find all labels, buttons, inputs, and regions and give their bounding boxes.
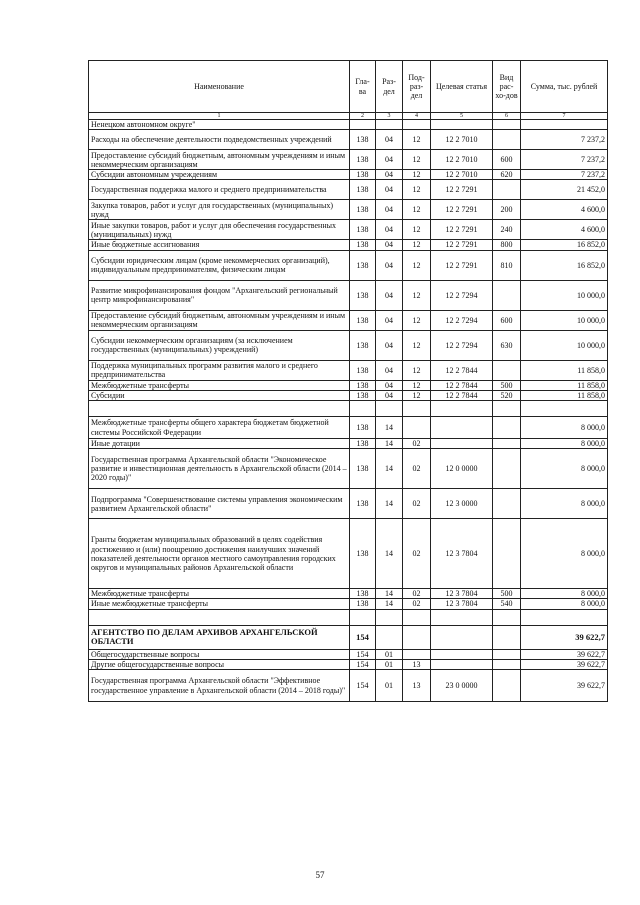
expense-type-cell	[493, 659, 521, 669]
name-cell: Поддержка муниципальных программ развития малого и среднего предпринимательства	[89, 360, 350, 380]
subsection-cell: 12	[403, 130, 431, 150]
section-cell: 14	[376, 589, 403, 599]
expense-type-cell: 520	[493, 390, 521, 400]
section-cell: 04	[376, 200, 403, 220]
chapter-cell: 138	[350, 589, 376, 599]
name-cell: Иные дотации	[89, 439, 350, 449]
subsection-cell: 12	[403, 170, 431, 180]
name-cell: Межбюджетные трансферты	[89, 380, 350, 390]
amount-cell: 11 858,0	[521, 390, 608, 400]
chapter-cell: 138	[350, 150, 376, 170]
target-article-cell: 12 2 7291	[431, 250, 493, 280]
table-row	[89, 519, 608, 589]
expense-type-cell	[493, 360, 521, 380]
col-header-expense-type: Вид рас-хо-дов	[493, 61, 521, 113]
section-cell: 01	[376, 659, 403, 669]
subsection-cell: 12	[403, 360, 431, 380]
table-row	[89, 220, 608, 240]
subsection-cell: 12	[403, 240, 431, 250]
section-cell	[376, 120, 403, 130]
section-cell	[376, 625, 403, 649]
target-article-cell	[431, 609, 493, 625]
target-article-cell: 12 2 7010	[431, 150, 493, 170]
target-article-cell	[431, 659, 493, 669]
expense-type-cell: 800	[493, 240, 521, 250]
page-number: 57	[315, 870, 325, 880]
target-article-cell: 12 3 7804	[431, 599, 493, 609]
section-cell: 14	[376, 599, 403, 609]
target-article-cell: 12 2 7844	[431, 380, 493, 390]
expense-type-cell: 500	[493, 380, 521, 390]
subsection-cell	[403, 401, 431, 417]
amount-cell: 10 000,0	[521, 330, 608, 360]
amount-cell: 39 622,7	[521, 659, 608, 669]
col-index: 3	[376, 113, 403, 120]
table-row	[89, 439, 608, 449]
section-cell	[376, 401, 403, 417]
header-row	[89, 61, 608, 113]
name-cell: Государственная программа Архангельской области "Экономическое развитие и инвестиционная деятельность в Архангельской области (2014 – 2020 годы)"	[89, 449, 350, 489]
target-article-cell: 12 2 7844	[431, 360, 493, 380]
section-cell: 14	[376, 519, 403, 589]
table-row	[89, 380, 608, 390]
subsection-cell: 12	[403, 380, 431, 390]
name-cell: Межбюджетные трансферты	[89, 589, 350, 599]
section-cell: 04	[376, 220, 403, 240]
expense-type-cell	[493, 439, 521, 449]
table-row	[89, 120, 608, 130]
name-cell: Иные бюджетные ассигнования	[89, 240, 350, 250]
subsection-cell: 12	[403, 310, 431, 330]
amount-cell	[521, 120, 608, 130]
chapter-cell: 154	[350, 659, 376, 669]
subsection-cell: 02	[403, 599, 431, 609]
section-cell: 01	[376, 670, 403, 702]
expense-type-cell: 600	[493, 310, 521, 330]
col-index: 7	[521, 113, 608, 120]
chapter-cell: 138	[350, 599, 376, 609]
chapter-cell: 138	[350, 280, 376, 310]
expense-type-cell	[493, 670, 521, 702]
chapter-cell: 138	[350, 360, 376, 380]
budget-table	[88, 60, 608, 702]
table-row	[89, 330, 608, 360]
amount-cell: 8 000,0	[521, 439, 608, 449]
chapter-cell: 138	[350, 180, 376, 200]
col-header-section: Раз-дел	[376, 61, 403, 113]
name-cell: Другие общегосударственные вопросы	[89, 659, 350, 669]
expense-type-cell: 600	[493, 150, 521, 170]
chapter-cell: 138	[350, 489, 376, 519]
amount-cell: 39 622,7	[521, 625, 608, 649]
section-cell: 04	[376, 310, 403, 330]
subsection-cell	[403, 609, 431, 625]
table-row	[89, 599, 608, 609]
amount-cell: 8 000,0	[521, 489, 608, 519]
chapter-cell: 138	[350, 390, 376, 400]
subsection-cell: 12	[403, 330, 431, 360]
table-row	[89, 280, 608, 310]
expense-type-cell: 620	[493, 170, 521, 180]
section-cell: 04	[376, 180, 403, 200]
section-cell: 14	[376, 489, 403, 519]
amount-cell: 16 852,0	[521, 240, 608, 250]
table-row	[89, 625, 608, 649]
subsection-cell	[403, 649, 431, 659]
section-cell: 04	[376, 150, 403, 170]
name-cell: Межбюджетные трансферты общего характера бюджетам бюджетной системы Российской Федерации	[89, 417, 350, 439]
name-cell: Субсидии автономным учреждениям	[89, 170, 350, 180]
amount-cell: 10 000,0	[521, 310, 608, 330]
expense-type-cell	[493, 489, 521, 519]
table-row	[89, 609, 608, 625]
table-row	[89, 489, 608, 519]
table-row	[89, 150, 608, 170]
amount-cell: 10 000,0	[521, 280, 608, 310]
amount-cell: 11 858,0	[521, 380, 608, 390]
amount-cell: 39 622,7	[521, 670, 608, 702]
target-article-cell: 12 3 7804	[431, 519, 493, 589]
target-article-cell	[431, 417, 493, 439]
target-article-cell: 23 0 0000	[431, 670, 493, 702]
name-cell: Развитие микрофинансирования фондом "Архангельский региональный центр микрофинансирования"	[89, 280, 350, 310]
name-cell: Расходы на обеспечение деятельности подведомственных учреждений	[89, 130, 350, 150]
chapter-cell: 154	[350, 670, 376, 702]
table-row	[89, 360, 608, 380]
table-row	[89, 449, 608, 489]
target-article-cell: 12 2 7294	[431, 310, 493, 330]
table-row	[89, 390, 608, 400]
name-cell: Предоставление субсидий бюджетным, автономным учреждениям и иным некоммерческим организациям	[89, 150, 350, 170]
chapter-cell: 138	[350, 380, 376, 390]
subsection-cell: 02	[403, 439, 431, 449]
subsection-cell	[403, 417, 431, 439]
expense-type-cell: 200	[493, 200, 521, 220]
section-cell: 04	[376, 240, 403, 250]
name-cell: Предоставление субсидий бюджетным, автономным учреждениям и иным некоммерческим организациям	[89, 310, 350, 330]
expense-type-cell	[493, 180, 521, 200]
expense-type-cell	[493, 401, 521, 417]
amount-cell: 8 000,0	[521, 417, 608, 439]
section-cell: 14	[376, 417, 403, 439]
table-row	[89, 310, 608, 330]
expense-type-cell: 810	[493, 250, 521, 280]
table-row	[89, 240, 608, 250]
chapter-cell: 138	[350, 220, 376, 240]
name-cell: Субсидии юридическим лицам (кроме некоммерческих организаций), индивидуальным предпринимателям, физическим лицам	[89, 250, 350, 280]
col-header-chapter: Гла-ва	[350, 61, 376, 113]
target-article-cell	[431, 439, 493, 449]
section-cell: 14	[376, 439, 403, 449]
section-cell: 04	[376, 280, 403, 310]
table-row	[89, 130, 608, 150]
amount-cell: 8 000,0	[521, 449, 608, 489]
target-article-cell: 12 3 0000	[431, 489, 493, 519]
target-article-cell	[431, 120, 493, 130]
target-article-cell: 12 2 7291	[431, 220, 493, 240]
table-row	[89, 649, 608, 659]
col-header-target-article: Целевая статья	[431, 61, 493, 113]
table-row	[89, 401, 608, 417]
subsection-cell: 02	[403, 589, 431, 599]
section-cell: 04	[376, 390, 403, 400]
name-cell	[89, 609, 350, 625]
expense-type-cell	[493, 280, 521, 310]
subsection-cell	[403, 625, 431, 649]
expense-type-cell	[493, 609, 521, 625]
chapter-cell: 154	[350, 625, 376, 649]
table-row	[89, 180, 608, 200]
section-cell: 04	[376, 330, 403, 360]
chapter-cell: 138	[350, 439, 376, 449]
col-index: 1	[89, 113, 350, 120]
col-header-name: Наименование	[89, 61, 350, 113]
subsection-cell: 12	[403, 200, 431, 220]
table-row	[89, 170, 608, 180]
expense-type-cell	[493, 417, 521, 439]
table-row	[89, 417, 608, 439]
target-article-cell: 12 2 7294	[431, 330, 493, 360]
name-cell: Гранты бюджетам муниципальных образований в целях содействия достижению и (или) поощрению достижения наилучших значений показателей деятельности органов местного самоуправления городских округов и муниципальных районов Архангельской области	[89, 519, 350, 589]
expense-type-cell: 500	[493, 589, 521, 599]
col-index: 2	[350, 113, 376, 120]
section-cell: 04	[376, 360, 403, 380]
target-article-cell: 12 0 0000	[431, 449, 493, 489]
name-cell: Подпрограмма "Совершенствование системы управления экономическим развитием Архангельской области"	[89, 489, 350, 519]
table-row	[89, 589, 608, 599]
name-cell: Общегосударственные вопросы	[89, 649, 350, 659]
chapter-cell: 138	[350, 417, 376, 439]
expense-type-cell	[493, 649, 521, 659]
column-index-row	[89, 113, 608, 120]
amount-cell: 7 237,2	[521, 130, 608, 150]
subsection-cell: 12	[403, 250, 431, 280]
col-index: 5	[431, 113, 493, 120]
chapter-cell: 138	[350, 170, 376, 180]
section-cell: 04	[376, 250, 403, 280]
chapter-cell	[350, 120, 376, 130]
target-article-cell: 12 2 7291	[431, 240, 493, 250]
amount-cell	[521, 401, 608, 417]
section-cell: 04	[376, 130, 403, 150]
amount-cell: 7 237,2	[521, 150, 608, 170]
target-article-cell: 12 2 7294	[431, 280, 493, 310]
amount-cell: 7 237,2	[521, 170, 608, 180]
amount-cell: 8 000,0	[521, 519, 608, 589]
section-cell: 14	[376, 449, 403, 489]
name-cell: Ненецком автономном округе"	[89, 120, 350, 130]
target-article-cell: 12 3 7804	[431, 589, 493, 599]
chapter-cell: 138	[350, 250, 376, 280]
target-article-cell	[431, 649, 493, 659]
table-row	[89, 659, 608, 669]
col-index: 4	[403, 113, 431, 120]
section-cell: 04	[376, 170, 403, 180]
target-article-cell	[431, 625, 493, 649]
amount-cell: 4 600,0	[521, 220, 608, 240]
amount-cell: 11 858,0	[521, 360, 608, 380]
chapter-cell: 154	[350, 649, 376, 659]
amount-cell: 21 452,0	[521, 180, 608, 200]
expense-type-cell: 540	[493, 599, 521, 609]
amount-cell	[521, 609, 608, 625]
target-article-cell: 12 2 7010	[431, 130, 493, 150]
table-row	[89, 250, 608, 280]
subsection-cell: 12	[403, 150, 431, 170]
amount-cell: 8 000,0	[521, 589, 608, 599]
chapter-cell: 138	[350, 200, 376, 220]
chapter-cell: 138	[350, 130, 376, 150]
subsection-cell: 12	[403, 280, 431, 310]
name-cell: Иные закупки товаров, работ и услуг для обеспечения государственных (муниципальных) нужд	[89, 220, 350, 240]
chapter-cell	[350, 609, 376, 625]
table-row	[89, 200, 608, 220]
amount-cell: 16 852,0	[521, 250, 608, 280]
chapter-cell: 138	[350, 519, 376, 589]
section-cell: 04	[376, 380, 403, 390]
expense-type-cell: 240	[493, 220, 521, 240]
chapter-cell: 138	[350, 330, 376, 360]
name-cell: Субсидии	[89, 390, 350, 400]
name-cell: Государственная поддержка малого и среднего предпринимательства	[89, 180, 350, 200]
section-cell	[376, 609, 403, 625]
subsection-cell	[403, 120, 431, 130]
chapter-cell	[350, 401, 376, 417]
subsection-cell: 02	[403, 449, 431, 489]
name-cell: Иные межбюджетные трансферты	[89, 599, 350, 609]
amount-cell: 39 622,7	[521, 649, 608, 659]
target-article-cell: 12 2 7291	[431, 180, 493, 200]
name-cell: Субсидии некоммерческим организациям (за исключением государственных (муниципальных) учреждений)	[89, 330, 350, 360]
chapter-cell: 138	[350, 449, 376, 489]
subsection-cell: 12	[403, 220, 431, 240]
chapter-cell: 138	[350, 240, 376, 250]
target-article-cell: 12 2 7291	[431, 200, 493, 220]
target-article-cell: 12 2 7010	[431, 170, 493, 180]
amount-cell: 8 000,0	[521, 599, 608, 609]
col-header-subsection: Под-раз-дел	[403, 61, 431, 113]
subsection-cell: 12	[403, 390, 431, 400]
target-article-cell	[431, 401, 493, 417]
expense-type-cell	[493, 449, 521, 489]
name-cell: Закупка товаров, работ и услуг для государственных (муниципальных) нужд	[89, 200, 350, 220]
col-index: 6	[493, 113, 521, 120]
table-body	[89, 120, 608, 702]
target-article-cell: 12 2 7844	[431, 390, 493, 400]
expense-type-cell	[493, 625, 521, 649]
name-cell	[89, 401, 350, 417]
expense-type-cell: 630	[493, 330, 521, 360]
subsection-cell: 13	[403, 670, 431, 702]
amount-cell: 4 600,0	[521, 200, 608, 220]
expense-type-cell	[493, 130, 521, 150]
expense-type-cell	[493, 120, 521, 130]
chapter-cell: 138	[350, 310, 376, 330]
name-cell: Государственная программа Архангельской области "Эффективное государственное управление в Архангельской области (2014 – 2018 годы)"	[89, 670, 350, 702]
section-cell: 01	[376, 649, 403, 659]
subsection-cell: 02	[403, 489, 431, 519]
subsection-cell: 13	[403, 659, 431, 669]
budget-table-container	[88, 60, 608, 702]
expense-type-cell	[493, 519, 521, 589]
col-header-amount: Сумма, тыс. рублей	[521, 61, 608, 113]
name-cell: АГЕНТСТВО ПО ДЕЛАМ АРХИВОВ АРХАНГЕЛЬСКОЙ ОБЛАСТИ	[89, 625, 350, 649]
subsection-cell: 12	[403, 180, 431, 200]
subsection-cell: 02	[403, 519, 431, 589]
table-row	[89, 670, 608, 702]
